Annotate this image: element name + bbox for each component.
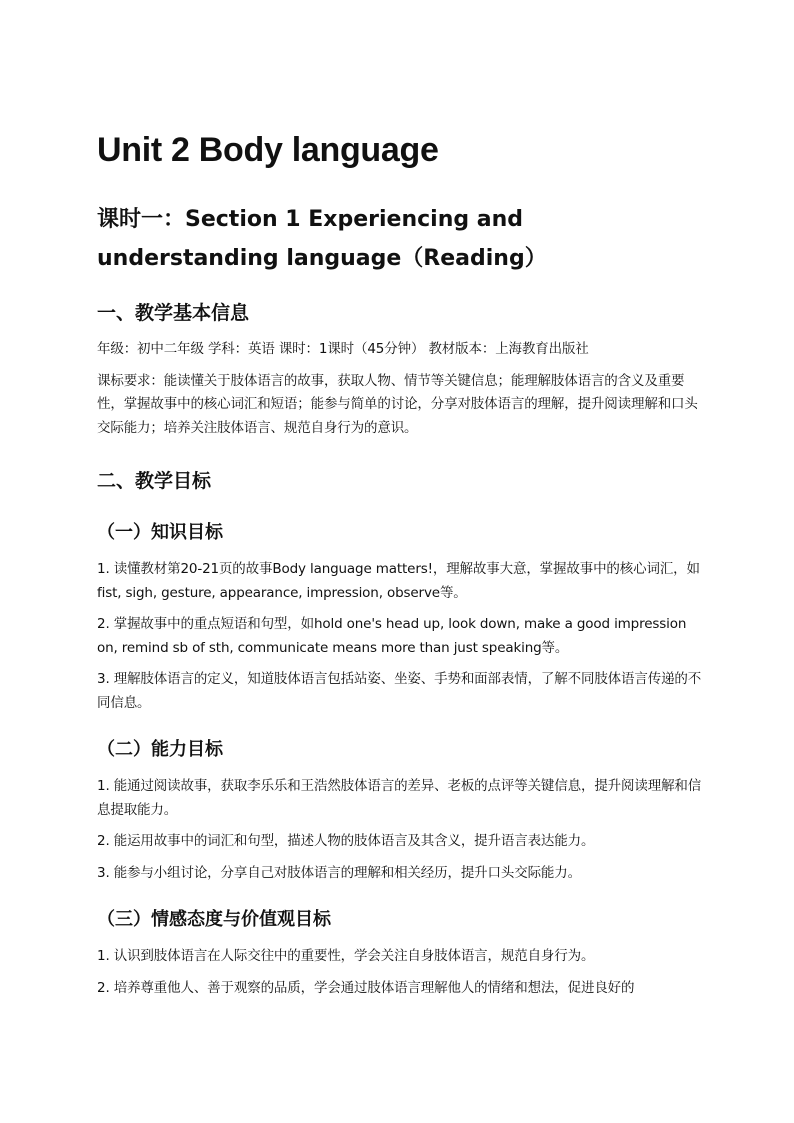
emotion-item: 2. 培养尊重他人、善于观察的品质，学会通过肢体语言理解他人的情绪和想法，促进良好的 [97,979,635,996]
subsection-heading-ability: （二）能力目标 [97,739,223,760]
knowledge-item: 3. 理解肢体语言的定义，知道肢体语言包括站姿、坐姿、手势和面部表情，了解不同肢体语言传递的不同信息。 [97,671,702,711]
basic-info-line: 年级：初中二年级 学科：英语 课时：1课时（45分钟） 教材版本：上海教育出版社 [97,341,589,357]
document-title: Unit 2 Body language [97,131,439,169]
ability-item: 1. 能通过阅读故事，获取李乐乐和王浩然肢体语言的差异、老板的点评等关键信息，提升阅读理解和信息提取能力。 [97,778,702,818]
knowledge-item: 2. 掌握故事中的重点短语和句型，如hold one's head up, look down, make a good impression on, remind sb of sth, communicate means more than just speaking等。 [97,616,687,656]
ability-item: 2. 能运用故事中的词汇和句型，描述人物的肢体语言及其含义，提升语言表达能力。 [97,833,595,849]
subsection-heading-knowledge: （一）知识目标 [97,522,223,543]
emotion-item: 1. 认识到肢体语言在人际交往中的重要性，学会关注自身肢体语言，规范自身行为。 [97,948,595,964]
curriculum-standards: 课标要求：能读懂关于肢体语言的故事，获取人物、情节等关键信息；能理解肢体语言的含义及重要性，掌握故事中的核心词汇和短语；能参与简单的讨论，分享对肢体语言的理解，提升阅读理解和口头交际能力；培养关注肢体语言、规范自身行为的意识。 [97,372,698,436]
subsection-heading-emotion: （三）情感态度与价值观目标 [97,909,331,930]
ability-item: 3. 能参与小组讨论，分享自己对肢体语言的理解和相关经历，提升口头交际能力。 [97,864,581,881]
lesson-subtitle: 课时一：Section 1 Experiencing and understanding language（Reading） [97,207,547,271]
section-heading-objectives: 二、教学目标 [97,470,212,492]
document-body [97,128,707,1008]
knowledge-item: 1. 读懂教材第20-21页的故事Body language matters!，理解故事大意，掌握故事中的核心词汇，如fist, sigh, gesture, appearance, impression, observe等。 [97,561,700,601]
section-heading-basic-info: 一、教学基本信息 [97,302,250,324]
